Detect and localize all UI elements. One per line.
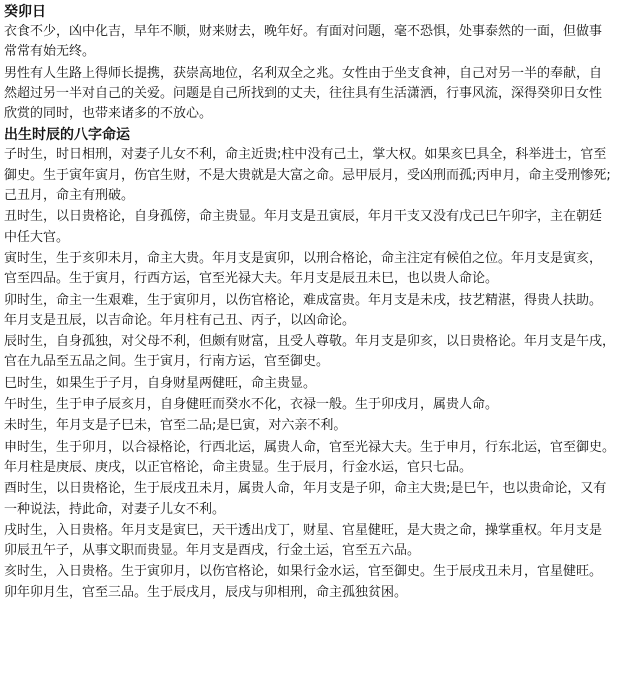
- text-line: 御史。生于寅年寅月，伤官生财，不是大贵就是大富之命。忌甲辰月，受凶刑而孤;丙申月，命主受刑惨死;: [4, 167, 611, 183]
- intro-paragraph: [4, 22, 636, 63]
- hour-entry-shen: [4, 438, 636, 479]
- text-line: 官在九品至五品之间。生于寅月，行南方运，官至御史。: [4, 354, 330, 370]
- hour-entries: [4, 145, 636, 603]
- text-line: 一种说法，持此命，对妻子儿女不利。: [4, 501, 226, 517]
- text-line: 常常有始无终。: [4, 44, 96, 60]
- hour-entry-si: [4, 374, 636, 394]
- text-line: 丑时生，以日贵格论，自身孤傍，命主贵显。年月支是丑寅辰，年月干支又没有戊己巳午卯字，主在朝廷: [4, 209, 603, 225]
- intro-paragraph: [4, 64, 636, 125]
- text-line: 官至四品。生于寅月，行西方运，官至光禄大夫。年月支是辰丑未巳，也以贵人命论。: [4, 271, 499, 287]
- text-line: 年月柱是庚辰、庚戌，以正官格论，命主贵显。生于辰月，行金水运，官只七品。: [4, 459, 473, 475]
- hour-entry-xu: [4, 521, 636, 562]
- text-line: 衣食不少，凶中化吉，早年不顺，财来财去，晚年好。有面对问题，毫不恐惧，处事泰然的一面，但做事: [4, 24, 603, 39]
- hour-entry-zi: [4, 145, 636, 206]
- text-line: 年月支是丑辰，以吉命论。年月柱有己丑、丙子，以凶命论。: [4, 312, 356, 328]
- hour-entry-mao: [4, 291, 636, 332]
- hour-entry-yin: [4, 249, 636, 290]
- intro-section: [4, 22, 636, 124]
- text-line: 子时生，时日相刑，对妻子儿女不利，命主近贵;柱中没有己土，掌大权。如果亥巳具全，科举进士，官至: [4, 147, 607, 163]
- text-line: 申时生，生于卯月，以合禄格论，行西北运，属贵人命，官至光禄大夫。生于申月，行东北运，官至御史。: [4, 439, 616, 455]
- hour-entry-you: [4, 479, 636, 520]
- text-line: 戌时生，入日贵格。年月支是寅巳，天干透出戊丁，财星、官星健旺，是大贵之命，操掌重权。年月支是: [4, 522, 603, 538]
- text-line: 然超过另一半对自己的关爱。问题是自己所找到的丈夫，往往具有生活潇洒，行事风流，深得癸卯日女性: [4, 85, 603, 101]
- text-line: 欣赏的同时，也带来诸多的不放心。: [4, 106, 213, 122]
- hour-entry-wei: [4, 416, 636, 436]
- section-heading: 出生时辰的八字命运: [4, 127, 130, 144]
- hour-entry-hai: [4, 562, 636, 603]
- text-line: 未时生，年月支是子巳未，官至二品;是巳寅，对六亲不利。: [4, 418, 347, 434]
- text-line: 寅时生，生于亥卯未月，命主大贵。年月支是寅卯，以刑合格论，命主注定有候伯之位。年月支是寅亥，: [4, 250, 603, 266]
- text-line: 中任大官。: [4, 229, 70, 245]
- text-line: 午时生，生于申子辰亥月，自身健旺而癸水不化，衣禄一般。生于卯戌月，属贵人命。: [4, 397, 499, 413]
- text-line: 辰时生，自身孤独，对父母不利，但颇有财富，且受人尊敬。年月支是卯亥，以日贵格论。年月支是午戌，: [4, 334, 616, 350]
- hour-entry-wu: [4, 395, 636, 415]
- document-title: 癸卯日: [4, 4, 46, 20]
- text-line: 男性有人生路上得师长提携，获崇高地位，名利双全之兆。女性由于坐支食神，自己对另一半的奉献，自: [4, 65, 603, 81]
- text-line: 己丑月，命主有刑破。: [4, 188, 135, 204]
- text-line: 卯时生，命主一生艰难，生于寅卯月，以伤官格论，难成富贵。年月支是未戌，技艺精湛，得贵人扶助。: [4, 292, 603, 308]
- text-line: 酉时生，以日贵格论，生于辰戌丑未月，属贵人命，年月支是子卯，命主大贵;是巳午，也以贵命论，又有: [4, 481, 607, 497]
- text-line: 亥时生，入日贵格。生于寅卯月，以伤官格论，如果行金水运，官至御史。生于辰戌丑未月，官星健旺。: [4, 564, 603, 580]
- text-line: 卯辰丑午子，从事文职而贵显。年月支是酉戌，行金土运，官至五六品。: [4, 543, 421, 559]
- text-line: 卯年卯月生，官至三品。生于辰戌月，辰戌与卯相刑，命主孤独贫困。: [4, 584, 408, 600]
- text-line: 巳时生，如果生于子月，自身财星两健旺，命主贵显。: [4, 375, 317, 391]
- hour-entry-chou: [4, 207, 636, 248]
- hour-entry-chen: [4, 332, 636, 373]
